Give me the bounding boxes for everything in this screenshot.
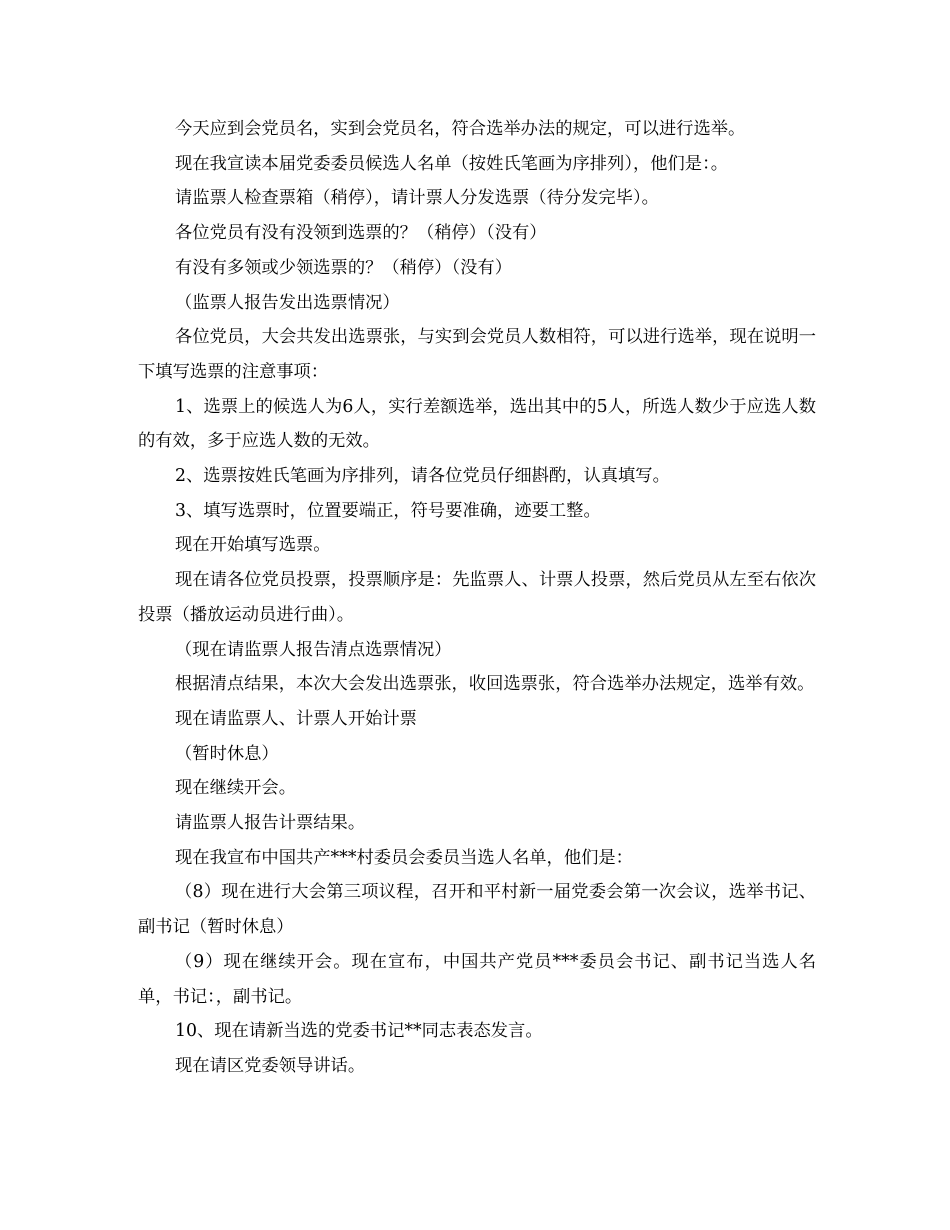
paragraph-leader-speech: 现在请区党委领导讲话。 [175, 1055, 366, 1076]
paragraph-announce-members: 现在我宣布中国共产***村委员会委员当选人名单，他们是： [175, 847, 633, 868]
paragraph-item-10: 10、现在请新当选的党委书记**同志表态发言。 [175, 1021, 543, 1042]
paragraph-rule-1: 1、选票上的候选人为6人，实行差额选举，选出其中的5人，所选人数少于应选人数的有效，多于应选人数的无效。 [138, 396, 816, 452]
paragraph-ballot-box: 请监票人检查票箱（稍停），请计票人分发选票（待分发完毕）。 [175, 188, 659, 209]
paragraph-count-result: 根据清点结果，本次大会发出选票张，收回选票张，符合选举办法规定，选举有效。 [175, 674, 815, 695]
paragraph-break: （暂时休息） [175, 743, 279, 764]
paragraph-question-2: 有没有多领或少领选票的？（稍停）（没有） [175, 257, 512, 278]
paragraph-report-result: 请监票人报告计票结果。 [175, 813, 366, 834]
paragraph-start-counting: 现在请监票人、计票人开始计票 [175, 708, 417, 729]
paragraph-rule-3: 3、填写选票时，位置要端正，符号要准确，迹要工整。 [175, 500, 601, 521]
paragraph-candidates: 现在我宣读本届党委委员候选人名单（按姓氏笔画为序排列），他们是：。 [175, 153, 728, 174]
paragraph-note-2: （现在请监票人报告清点选票情况） [175, 639, 452, 660]
paragraph-attendance: 今天应到会党员名，实到会党员名，符合选举办法的规定，可以进行选举。 [175, 119, 746, 139]
paragraph-item-9: （9）现在继续开会。现在宣布，中国共产党员***委员会书记、副书记当选人名单，书记：，副书记。 [138, 951, 816, 1007]
paragraph-question-1: 各位党员有没有没领到选票的？（稍停）（没有） [175, 223, 547, 244]
paragraph-note-1: （监票人报告发出选票情况） [175, 292, 400, 313]
paragraph-continue: 现在继续开会。 [175, 778, 296, 799]
document-page [138, 112, 816, 1084]
paragraph-item-8: （8）现在进行大会第三项议程，召开和平村新一届党委会第一次会议，选举书记、副书记（暂时休息） [138, 882, 816, 938]
paragraph-rule-2: 2、选票按姓氏笔画为序排列，请各位党员仔细斟酌，认真填写。 [175, 466, 670, 487]
paragraph-voting-order: 现在请各位党员投票，投票顺序是：先监票人、计票人投票，然后党员从左至右依次投票（播放运动员进行曲）。 [138, 570, 816, 625]
paragraph-start-filling: 现在开始填写选票。 [175, 535, 331, 556]
paragraph-ballots-issued: 各位党员，大会共发出选票张，与实到会党员人数相符，可以进行选举，现在说明一下填写选票的注意事项： [138, 327, 816, 382]
